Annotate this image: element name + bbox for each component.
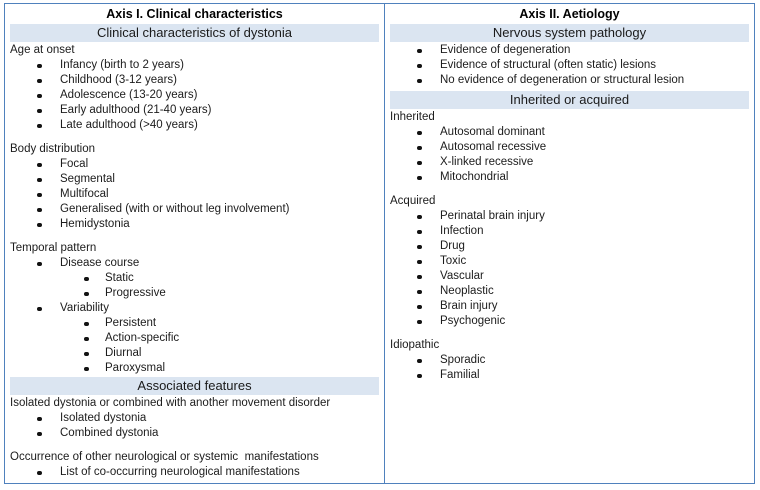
bullet-list-isolated-combined <box>10 411 379 441</box>
bullet-icon <box>37 79 42 84</box>
bullet-icon <box>417 146 422 151</box>
bullet-item-label: Evidence of degeneration <box>440 44 571 56</box>
bullet-list-body-distribution <box>10 157 379 232</box>
bullet-item <box>10 217 379 232</box>
bullet-item <box>10 411 379 426</box>
bullet-item <box>10 103 379 118</box>
axis2-title: Axis II. Aetiology <box>519 7 620 21</box>
bullet-item-label: Brain injury <box>440 300 498 312</box>
bullet-icon <box>37 193 42 198</box>
bullet-item <box>10 331 379 346</box>
bullet-item-label: Evidence of structural (often static) lesions <box>440 59 657 71</box>
bullet-item <box>390 239 749 254</box>
axis2-band-nervous-system-pathology: Nervous system pathology <box>390 24 749 42</box>
bullet-item <box>10 118 379 133</box>
bullet-item-label: Familial <box>440 369 480 381</box>
bullet-icon <box>417 176 422 181</box>
axis2-column <box>384 4 754 483</box>
bullet-icon <box>417 260 422 265</box>
bullet-item <box>10 202 379 217</box>
classification-table <box>4 3 755 484</box>
group-label-idiopathic: Idiopathic <box>390 339 440 351</box>
axis1-band-associated-features: Associated features <box>10 377 379 395</box>
bullet-icon <box>84 292 89 297</box>
bullet-item-label: Segmental <box>60 173 115 185</box>
bullet-item-label: Drug <box>440 240 465 252</box>
bullet-item <box>390 140 749 155</box>
bullet-icon <box>37 208 42 213</box>
bullet-icon <box>84 367 89 372</box>
group-body-distribution <box>10 142 379 232</box>
bullet-item <box>390 269 749 284</box>
bullet-item-label: Early adulthood (21-40 years) <box>60 104 212 116</box>
bullet-item-label: Persistent <box>105 317 157 329</box>
bullet-item-label: Adolescence (13-20 years) <box>60 89 198 101</box>
bullet-item-label: Paroxysmal <box>105 362 166 374</box>
group-label-isolated-combined: Isolated dystonia or combined with another movement disorder <box>10 397 331 409</box>
bullet-list-temporal-pattern <box>10 256 379 376</box>
bullet-icon <box>37 124 42 129</box>
bullet-list-inherited <box>390 125 749 185</box>
bullet-item <box>390 170 749 185</box>
group-temporal-pattern <box>10 241 379 376</box>
bullet-icon <box>417 275 422 280</box>
bullet-item <box>10 426 379 441</box>
bullet-list-other-manifestations <box>10 465 379 480</box>
bullet-item <box>10 465 379 480</box>
bullet-item-label: Hemidystonia <box>60 218 130 230</box>
bullet-item <box>390 209 749 224</box>
bullet-item-label: Perinatal brain injury <box>440 210 545 222</box>
axis1-column <box>5 4 384 483</box>
bullet-item-label: Neoplastic <box>440 285 494 297</box>
bullet-item-label: Infection <box>440 225 484 237</box>
bullet-item <box>10 187 379 202</box>
bullet-item <box>390 299 749 314</box>
bullet-item-label: Psychogenic <box>440 315 506 327</box>
bullet-icon <box>417 161 422 166</box>
bullet-list-idiopathic <box>390 353 749 383</box>
bullet-icon <box>84 322 89 327</box>
bullet-list-acquired <box>390 209 749 329</box>
bullet-item-label: Toxic <box>440 255 467 267</box>
bullet-item <box>390 155 749 170</box>
bullet-icon <box>37 432 42 437</box>
bullet-icon <box>84 337 89 342</box>
bullet-item <box>390 284 749 299</box>
bullet-item-label: Childhood (3-12 years) <box>60 74 177 86</box>
bullet-item-label: Autosomal recessive <box>440 141 547 153</box>
bullet-item-label: Focal <box>60 158 89 170</box>
bullet-icon <box>37 223 42 228</box>
group-other-manifestations <box>10 450 379 480</box>
bullet-list-nervous-system-pathology <box>390 43 749 88</box>
bullet-item <box>10 301 379 316</box>
group-label-age-at-onset: Age at onset <box>10 44 75 56</box>
bullet-item-label: Static <box>105 272 134 284</box>
bullet-item-label: Combined dystonia <box>60 427 159 439</box>
bullet-icon <box>417 245 422 250</box>
bullet-icon <box>84 352 89 357</box>
group-label-temporal-pattern: Temporal pattern <box>10 242 97 254</box>
group-label-other-manifestations: Occurrence of other neurological or systemic manifestations <box>10 451 319 463</box>
group-age-at-onset <box>10 43 379 133</box>
bullet-item-label: Autosomal dominant <box>440 126 545 138</box>
bullet-item <box>390 254 749 269</box>
bullet-item-label: Sporadic <box>440 354 486 366</box>
bullet-item <box>10 157 379 172</box>
bullet-icon <box>417 215 422 220</box>
group-idiopathic <box>390 338 749 383</box>
bullet-icon <box>37 178 42 183</box>
bullet-item <box>390 314 749 329</box>
bullet-item-label: List of co-occurring neurological manifestations <box>60 466 300 478</box>
axis1-title: Axis I. Clinical characteristics <box>106 7 283 21</box>
group-label-body-distribution: Body distribution <box>10 143 96 155</box>
bullet-icon <box>417 49 422 54</box>
bullet-icon <box>37 94 42 99</box>
bullet-icon <box>417 230 422 235</box>
bullet-icon <box>417 79 422 84</box>
group-label-inherited: Inherited <box>390 111 435 123</box>
bullet-item <box>10 346 379 361</box>
bullet-item-label: Progressive <box>105 287 166 299</box>
bullet-item-label: Action-specific <box>105 332 180 344</box>
bullet-icon <box>417 131 422 136</box>
bullet-icon <box>417 374 422 379</box>
bullet-icon <box>417 64 422 69</box>
bullet-icon <box>37 262 42 267</box>
bullet-icon <box>37 109 42 114</box>
bullet-item <box>10 58 379 73</box>
bullet-item-label: Infancy (birth to 2 years) <box>60 59 184 71</box>
group-acquired <box>390 194 749 329</box>
group-label-acquired: Acquired <box>390 195 436 207</box>
bullet-item <box>10 361 379 376</box>
group-inherited <box>390 110 749 185</box>
bullet-icon <box>37 471 42 476</box>
bullet-item-label: Late adulthood (>40 years) <box>60 119 198 131</box>
group-nervous-system-pathology <box>390 43 749 88</box>
bullet-item <box>10 73 379 88</box>
bullet-item-label: No evidence of degeneration or structural lesion <box>440 74 685 86</box>
bullet-item-label: Disease course <box>60 257 140 269</box>
bullet-item <box>390 43 749 58</box>
bullet-list-age-at-onset <box>10 58 379 133</box>
bullet-item <box>390 73 749 88</box>
bullet-item-label: Diurnal <box>105 347 142 359</box>
bullet-item <box>390 224 749 239</box>
bullet-item-label: Vascular <box>440 270 484 282</box>
bullet-item <box>390 368 749 383</box>
bullet-item <box>10 286 379 301</box>
bullet-icon <box>84 277 89 282</box>
bullet-item <box>10 271 379 286</box>
bullet-item-label: Mitochondrial <box>440 171 509 183</box>
bullet-item-label: Variability <box>60 302 109 314</box>
bullet-item <box>10 256 379 271</box>
bullet-icon <box>37 307 42 312</box>
bullet-icon <box>37 163 42 168</box>
bullet-item-label: Isolated dystonia <box>60 412 147 424</box>
bullet-icon <box>417 305 422 310</box>
bullet-item-label: Multifocal <box>60 188 109 200</box>
bullet-item-label: X-linked recessive <box>440 156 534 168</box>
bullet-item-label: Generalised (with or without leg involvement) <box>60 203 290 215</box>
bullet-item <box>390 125 749 140</box>
bullet-icon <box>417 359 422 364</box>
bullet-item <box>10 316 379 331</box>
axis2-band-inherited-or-acquired: Inherited or acquired <box>390 91 749 109</box>
bullet-icon <box>37 417 42 422</box>
group-isolated-combined <box>10 396 379 441</box>
bullet-item <box>390 353 749 368</box>
axis1-band-clinical-characteristics: Clinical characteristics of dystonia <box>10 24 379 42</box>
bullet-icon <box>417 290 422 295</box>
bullet-item <box>390 58 749 73</box>
bullet-item <box>10 172 379 187</box>
bullet-icon <box>417 320 422 325</box>
bullet-item <box>10 88 379 103</box>
bullet-icon <box>37 64 42 69</box>
